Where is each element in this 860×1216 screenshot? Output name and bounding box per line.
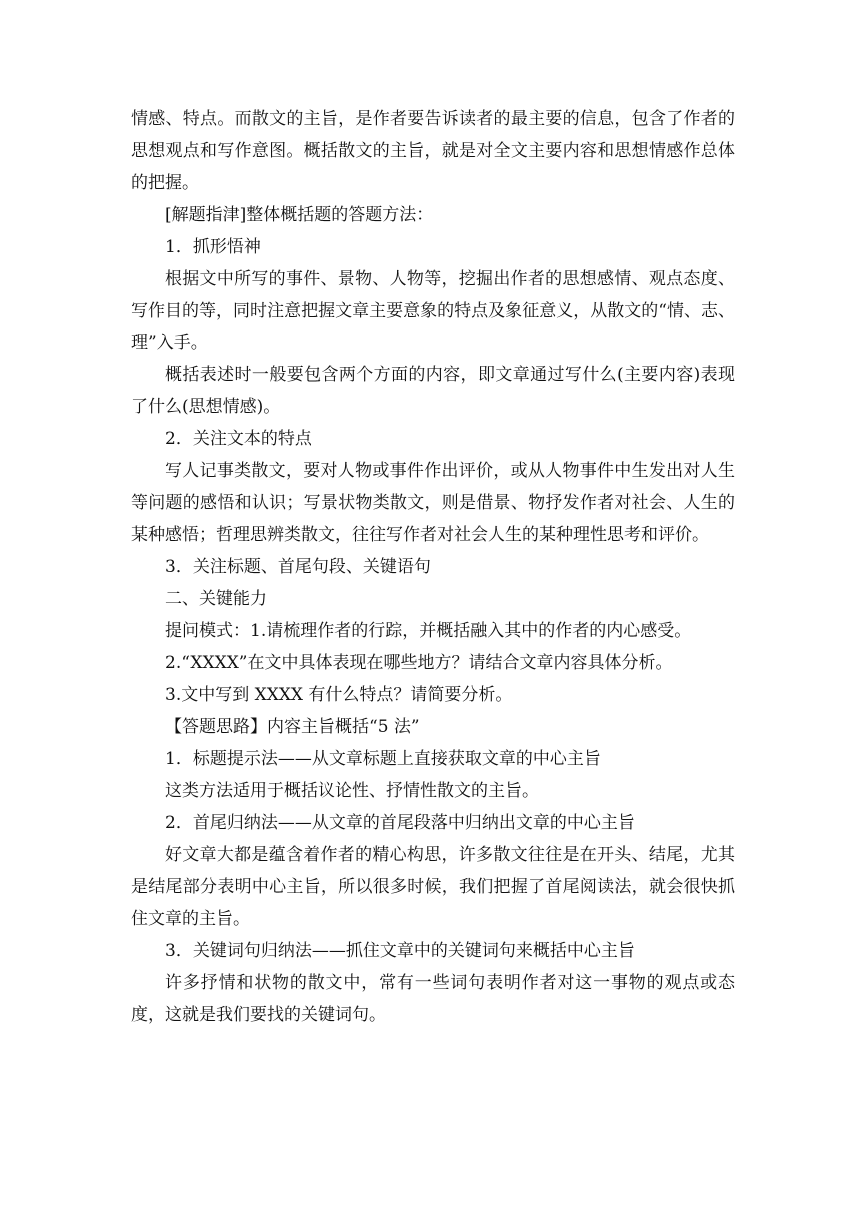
paragraph-8: 3．关注标题、首尾句段、关键语句 — [165, 557, 431, 577]
paragraph-6: 2．关注文本的特点 — [165, 429, 312, 449]
paragraph-16: 2．首尾归纳法——从文章的首尾段落中归纳出文章的中心主旨 — [165, 813, 635, 833]
paragraph-2: [解题指津]整体概括题的答题方法： — [165, 205, 434, 225]
paragraph-12: 3.文中写到 XXXX 有什么特点？请简要分析。 — [165, 685, 513, 705]
paragraph-14: 1．标题提示法——从文章标题上直接获取文章的中心主旨 — [165, 749, 601, 769]
paragraph-10: 提问模式：1.请梳理作者的行踪，并概括融入其中的作者的内心感受。 — [165, 621, 692, 641]
paragraph-17: 好文章大都是蕴含着作者的精心构思，许多散文往往是在开头、结尾，尤其是结尾部分表明中心主旨，所以很多时候，我们把握了首尾阅读法，就会很快抓住文章的主旨。 — [131, 845, 735, 929]
paragraph-1: 情感、特点。而散文的主旨，是作者要告诉读者的最主要的信息，包含了作者的思想观点和写作意图。概括散文的主旨，就是对全文主要内容和思想情感作总体的把握。 — [131, 109, 735, 193]
paragraph-9: 二、关键能力 — [165, 589, 267, 609]
paragraph-19: 许多抒情和状物的散文中，常有一些词句表明作者对这一事物的观点或态度，这就是我们要找的关键词句。 — [131, 973, 735, 1025]
paragraph-11: 2.“XXXX”在文中具体表现在哪些地方？请结合文章内容具体分析。 — [165, 653, 673, 673]
paragraph-13: 【答题思路】内容主旨概括“5 法” — [165, 717, 420, 737]
paragraph-3: 1．抓形悟神 — [165, 237, 261, 257]
paragraph-4: 根据文中所写的事件、景物、人物等，挖掘出作者的思想感情、观点态度、写作目的等，同时注意把握文章主要意象的特点及象征意义，从散文的“情、志、理”入手。 — [131, 269, 735, 353]
paragraph-7: 写人记事类散文，要对人物或事件作出评价，或从人物事件中生发出对人生等问题的感悟和认识；写景状物类散文，则是借景、物抒发作者对社会、人生的某种感悟；哲理思辨类散文，往往写作者对社会人生的某种理性思考和评价。 — [131, 461, 735, 545]
document-body — [131, 103, 735, 1031]
paragraph-15: 这类方法适用于概括议论性、抒情性散文的主旨。 — [165, 781, 539, 801]
paragraph-5: 概括表述时一般要包含两个方面的内容，即文章通过写什么(主要内容)表现了什么(思想情感)。 — [131, 365, 735, 417]
paragraph-18: 3．关键词句归纳法——抓住文章中的关键词句来概括中心主旨 — [165, 941, 635, 961]
